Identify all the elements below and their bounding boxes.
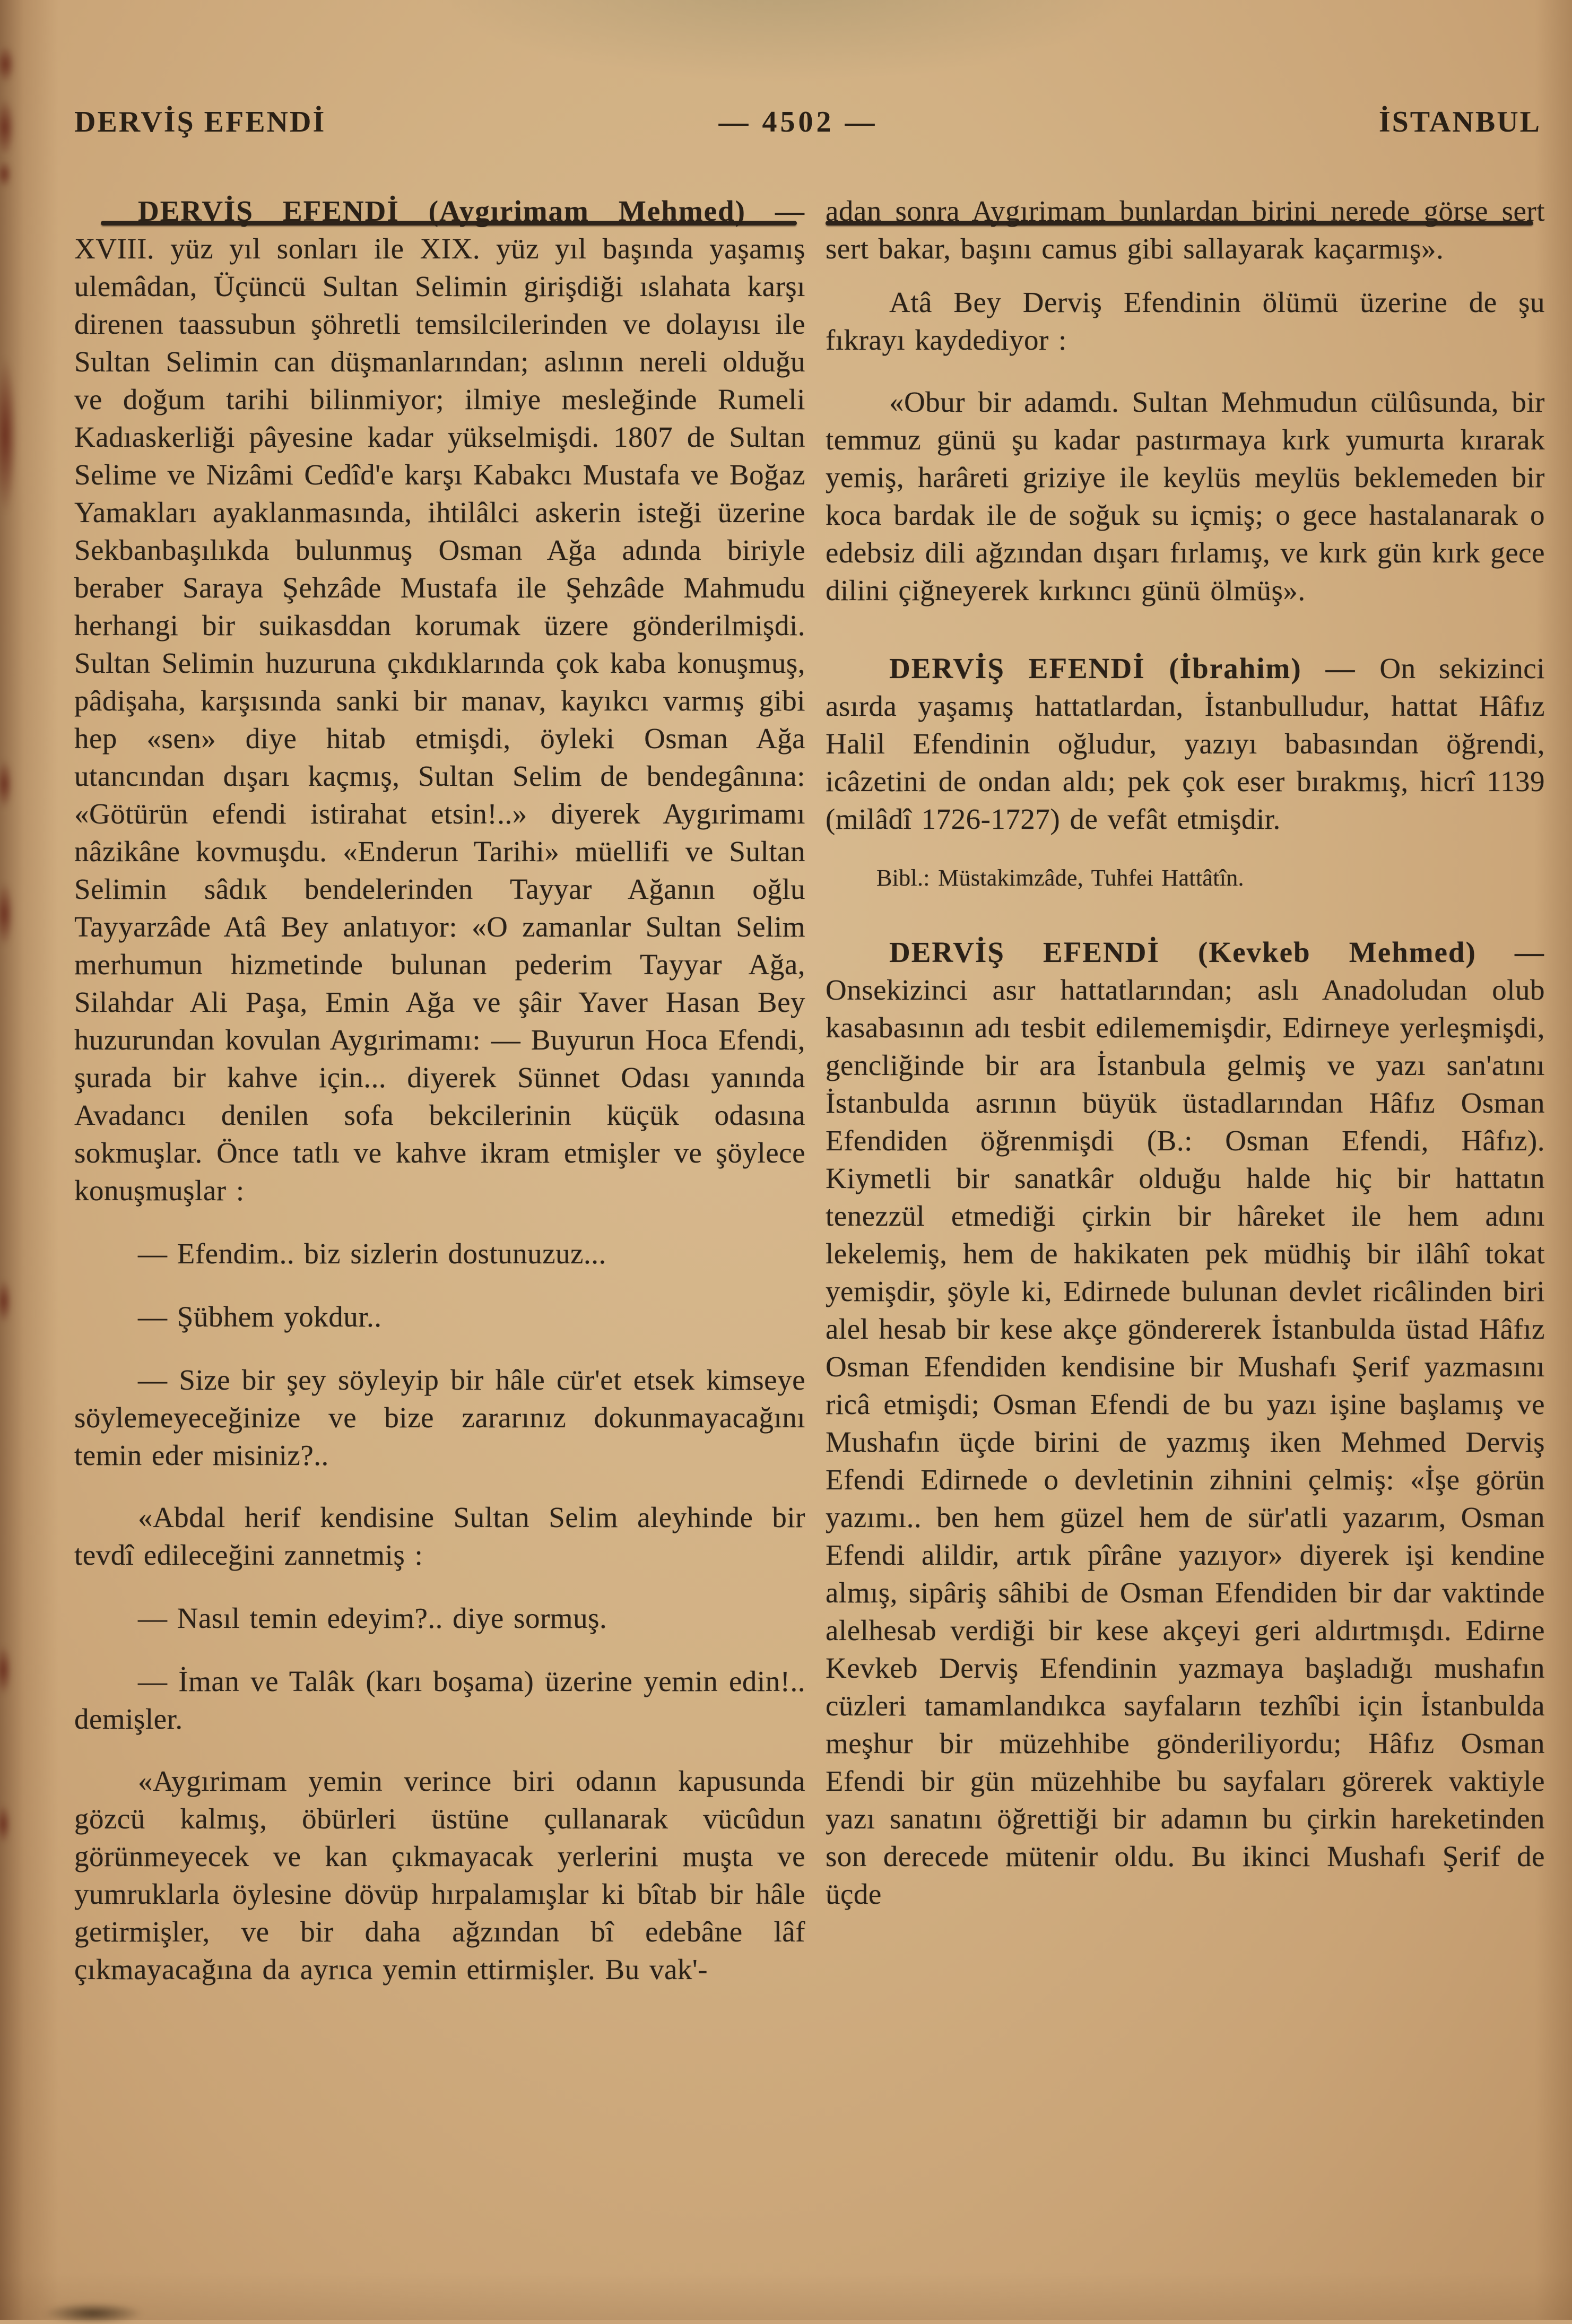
page-edge-stain bbox=[0, 1804, 11, 1844]
paragraph-text: On sekizinci asırda yaşamış hattatlardan, İstanbulludur, hattat Hâfız Halil Efendinin oğludur, yazıyı babasından öğrendi, icâzetini de ondan aldı; pek çok eser bırakmış, hicrî 1139 (milâdî 1726-1727) de vefât etmişdir. bbox=[826, 652, 1545, 835]
text-column-right bbox=[826, 192, 1545, 1913]
quote-paragraph bbox=[74, 1498, 805, 1574]
page-edge-stain bbox=[0, 355, 17, 515]
paragraph-text: Bibl.: Müstakimzâde, Tuhfei Hattâtîn. bbox=[876, 865, 1244, 891]
running-head-book-title: İSTANBUL bbox=[1379, 105, 1541, 139]
paragraph-text: adan sonra Aygırimam bunlardan birini nerede görse sert sert bakar, başını camus gibi sallayarak kaçarmış». bbox=[826, 195, 1545, 265]
entry-paragraph bbox=[74, 192, 805, 1209]
entry-heading: DERVİŞ EFENDİ (Kevkeb Mehmed) — bbox=[889, 936, 1545, 968]
page-edge-stain bbox=[0, 1645, 12, 1695]
quote-paragraph bbox=[826, 383, 1545, 609]
paragraph-text: «Abdal herif kendisine Sultan Selim aleyhinde bir tevdî edileceğini zannetmiş : bbox=[74, 1501, 805, 1571]
paragraph-text: Onsekizinci asır hattatlarından; aslı Anadoludan olub kasabasının adı tesbit edilememişdir, Edirneye yerleşmişdi, gencliğinde bir ara İstanbula gelmiş ve yazı san'atını İstanbulda asrının büyük üstadlarından Hâfız Osman Efendiden öğrenmişdi (B.: Osman Efendi, Hâfız). Kiymetli bir sanatkâr olduğu halde hiç bir hattatın tenezzül etmediği çirkin bir hâreket ile hem adını lekelemiş, hem de hakikaten pek müdhiş bir ilâhî tokat yemişdir, şöyle ki, Edirnede bulunan devlet ricâlinden biri alel hesab bir kese akçe göndererek İstanbulda üstad Hâfız Osman Efendiden kendisine bir Mushafı Şerif yazmasını ricâ etmişdi; Osman Efendi de bu yazı işine başlamış ve Mushafın üçde birini de yazmış iken Mehmed Derviş Efendi Edirnede o devletinin zihnini çelmiş: «İşe görün yazımı.. ben hem güzel hem de sür'atli yazarım, Osman Efendi alildir, artık pîrâne yazıyor» diyerek işi kendine almış, sipâriş sâhibi de Osman Efendiden bir dar vaktinde alelhesab verdiği bir kese akçeyi geri aldırtmışdı. Edirne Kevkeb Derviş Efendinin yazmaya başladığı mushafın cüzleri tamamlandıkca sayfaların tezhîbi için İstanbulda meşhur bir müzehhibe gönderiliyordu; Hâfız Osman Efendi bir gün müzehhibe bu sayfaları görerek vaktiyle yazı sanatını öğrettiği bir adamın bu çirkin hareketinden son derecede mütenir oldu. Bu ikinci Mushafı Şerif de üçde bbox=[826, 974, 1545, 1910]
page-edge-stain bbox=[0, 1279, 12, 1324]
page-edge-stain bbox=[0, 98, 15, 157]
entry-paragraph bbox=[826, 649, 1545, 838]
page-edge-stain bbox=[0, 881, 14, 947]
entry-heading: DERVİŞ EFENDİ (İbrahim) — bbox=[889, 652, 1379, 684]
continued-paragraph bbox=[826, 192, 1545, 267]
dialog-line bbox=[74, 1662, 805, 1738]
text-column-left bbox=[74, 192, 805, 1988]
page-corner-smudge bbox=[42, 2303, 143, 2324]
paragraph-text: — Efendim.. biz sizlerin dostunuzuz... bbox=[138, 1237, 606, 1270]
page-edge-stain bbox=[0, 45, 15, 83]
running-head bbox=[74, 105, 1541, 142]
dialog-line bbox=[74, 1599, 805, 1637]
page-edge-stain bbox=[0, 160, 12, 188]
paragraph-text: — İman ve Talâk (karı boşama) üzerine yemin edin!.. demişler. bbox=[74, 1665, 805, 1735]
entry-heading: DERVİŞ EFENDİ (Aygırimam Mehmed) — bbox=[138, 195, 805, 227]
bibliography-note bbox=[826, 863, 1545, 893]
paragraph bbox=[826, 283, 1545, 359]
page-number: — 4502 — bbox=[719, 105, 878, 139]
paragraph-text: Atâ Bey Derviş Efendinin ölümü üzerine de şu fıkrayı kaydediyor : bbox=[826, 286, 1545, 356]
paragraph-text: — Şübhem yokdur.. bbox=[138, 1300, 382, 1333]
dialog-line bbox=[74, 1298, 805, 1336]
paragraph-text: — Size bir şey söyleyip bir hâle cür'et etsek kimseye söylemeyeceğinize ve bize zararınız dokunmayacağını temin eder misiniz?.. bbox=[74, 1364, 805, 1471]
paragraph-text: «Aygırimam yemin verince biri odanın kapusunda gözcü kalmış, öbürleri üstüne çullanarak vücûdun görünmeyecek ve kan çıkmayacak yerlerini muşta ve yumruklarla öylesine dövüp hırpalamışlar ki bîtab bir hâle getirmişler, ve bir daha ağzından bî edebâne lâf çıkmayacağına da ayrıca yemin ettirmişler. Bu vak'- bbox=[74, 1765, 805, 1985]
paragraph-text: «Obur bir adamdı. Sultan Mehmudun cülûsunda, bir temmuz günü şu kadar pastırmaya kırk yumurta kırarak yemiş, harâreti griziye ile keylüs meylüs beklemeden bir koca bardak ile de soğuk su içmiş; o gece hastalanarak o edebsiz dili ağzından dışarı fırlamış, ve kırk gün kırk gece dilini çiğneyerek kırkıncı günü ölmüş». bbox=[826, 386, 1545, 606]
paragraph-text: — Nasıl temin edeyim?.. diye sormuş. bbox=[138, 1602, 607, 1634]
running-head-entry-title: DERVİŞ EFENDİ bbox=[74, 105, 326, 139]
dialog-line bbox=[74, 1235, 805, 1272]
paragraph-text: XVIII. yüz yıl sonları ile XIX. yüz yıl başında yaşamış ulemâdan, Üçüncü Sultan Selimin girişdiği ıslahata karşı direnen taassubun şöhretli temsilcilerinden ve dolayısı ile Sultan Selimin can düşmanlarından; aslının nereli olduğu ve doğum tarihi bilinmiyor; ilmiye mesleğinde Rumeli Kadıaskerliği pâyesine kadar yükselmişdi. 1807 de Sultan Selime ve Nizâmi Cedîd'e karşı Kabakcı Mustafa ve Boğaz Yamakları ayaklanmasında, ihtilâlci askerin isteği üzerine Sekbanbaşılıkda bulunmuş Osman Ağa adında biriyle beraber Saraya Şehzâde Mustafa ile Şehzâde Mahmudu herhangi bir suikasddan korumak üzere gönderilmişdi. Sultan Selimin huzuruna çıkdıklarında çok kaba konuşmuş, pâdişaha, karşısında sanki bir manav, kayıkcı varmış gibi hep «sen» diye hitab etmişdi, öyleki Osman Ağa utancından dışarı kaçmış, Sultan Selim de bendegânına: «Götürün efendi istirahat etsin!..» diyerek Aygırimamı nâzikâne kovmuşdu. «Enderun Tarihi» müellifi ve Sultan Selimin sâdık bendelerinden Tayyar Ağanın oğlu Tayyarzâde Atâ Bey anlatıyor: «O zamanlar Sultan Selim merhumun hizmetinde bulunan pederim Tayyar Ağa, Silahdar Ali Paşa, Emin Ağa ve şâir Yaver Hasan Bey huzurundan kovulan Aygırimamı: — Buyurun Hoca Efendi, şurada bir kahve için... diyerek Sünnet Odası yanında Avadancı denilen sofa bekcilerinin küçük odasına sokmuşlar. Önce tatlı ve kahve ikram etmişler ve şöylece konuşmuşlar : bbox=[74, 232, 805, 1207]
dialog-line bbox=[74, 1361, 805, 1474]
entry-paragraph bbox=[826, 933, 1545, 1913]
quote-paragraph bbox=[74, 1762, 805, 1988]
page-edge-stain bbox=[0, 759, 13, 809]
